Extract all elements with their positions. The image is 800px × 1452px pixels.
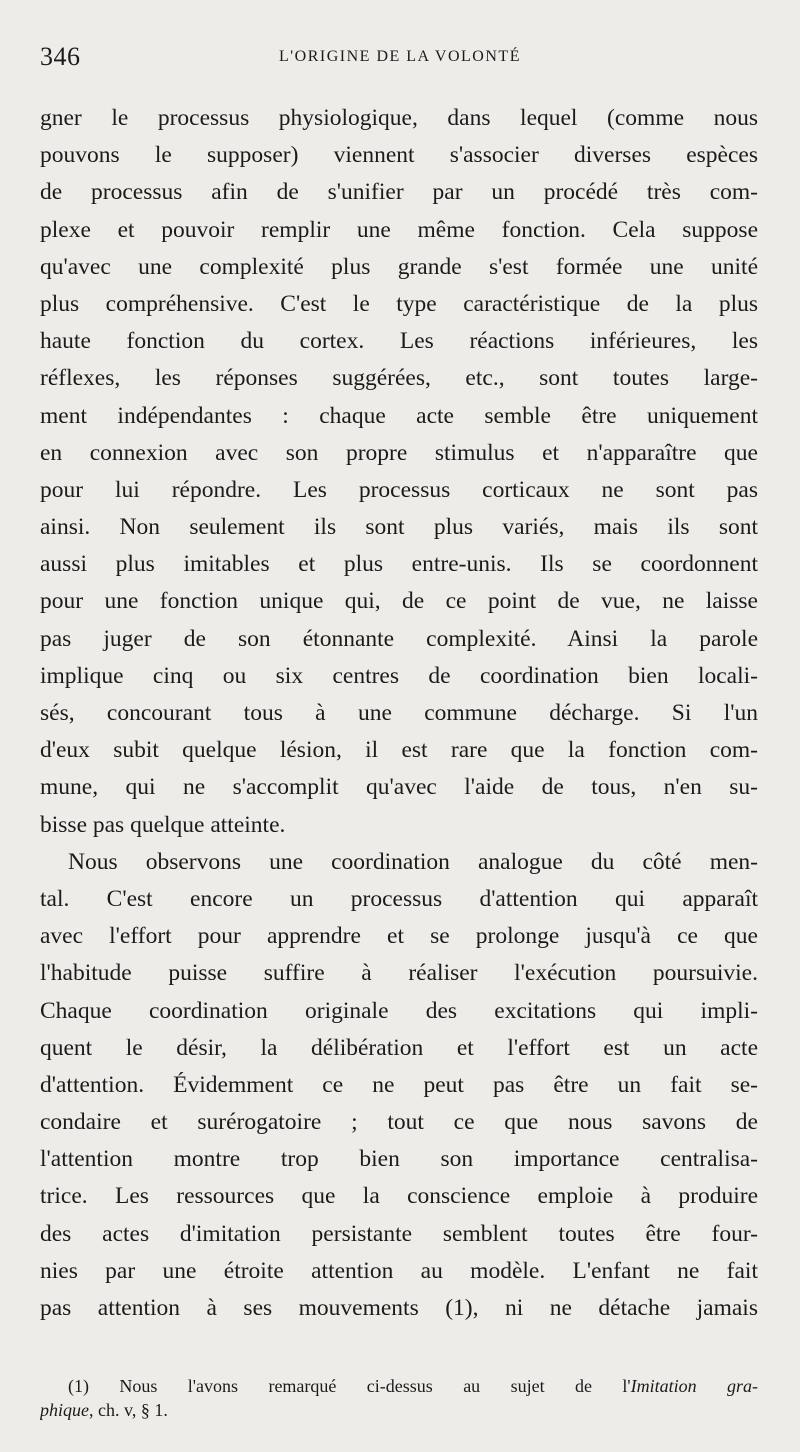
text-line: l'habitude puisse suffire à réaliser l'exécution poursuivie. [40,960,758,987]
text-line: Chaque coordination originale des excitations qui impli- [40,997,758,1024]
footnote-marker: (1) [68,1376,89,1396]
text-line: implique cinq ou six centres de coordination bien locali- [40,662,758,689]
text-line: d'eux subit quelque lésion, il est rare que la fonction com- [40,737,758,764]
text-line: tal. C'est encore un processus d'attention qui apparaît [40,885,758,912]
text-line: pas attention à ses mouvements (1), ni ne détache jamais [40,1295,758,1321]
text-line: condaire et surérogatoire ; tout ce que nous savons de [40,1109,758,1136]
footnote-text: Nous l'avons remarqué ci-dessus au sujet de l' [119,1376,631,1396]
text-line: qu'avec une complexité plus grande s'est formée une unité [40,253,758,280]
text-line: des actes d'imitation persistante semblent toutes être four- [40,1220,758,1247]
text-line: pour lui répondre. Les processus corticaux ne sont pas [40,476,758,503]
text-line: quent le désir, la délibération et l'effort est un acte [40,1034,758,1061]
footnote-title-end: phique [40,1400,89,1420]
paragraph-end-line: bisse pas quelque atteinte. [40,811,286,838]
text-line: de processus afin de s'unifier par un procédé très com- [40,179,758,206]
text-line: sés, concourant tous à une commune décharge. Si l'un [40,700,758,726]
footnote-title: Imitation gra- [630,1376,758,1396]
text-line: ment indépendantes : chaque acte semble être uniquement [40,402,758,429]
text-line: pouvons le supposer) viennent s'associer diverses espèces [40,142,758,169]
footnote-line [40,1398,758,1422]
text-line: nies par une étroite attention au modèle. L'enfant ne fait [40,1257,758,1284]
running-head: L'ORIGINE DE LA VOLONTÉ [279,48,521,65]
footnote-line [40,1374,758,1398]
text-line: pour une fonction unique qui, de ce point de vue, ne laisse [40,588,758,615]
text-line: avec l'effort pour apprendre et se prolonge jusqu'à ce que [40,923,758,950]
text-line: haute fonction du cortex. Les réactions inférieures, les [40,328,758,355]
text-line: gner le processus physiologique, dans lequel (comme nous [40,105,758,131]
body-text [40,100,758,1327]
text-line: réflexes, les réponses suggérées, etc., sont toutes large- [40,365,758,392]
paragraph-start-line: Nous observons une coordination analogue du côté men- [68,848,758,875]
text-line: pas juger de son étonnante complexité. Ainsi la parole [40,625,758,652]
page-number: 346 [40,42,81,71]
text-line: plexe et pouvoir remplir une même fonction. Cela suppose [40,216,758,243]
page-header [40,42,760,72]
text-line: l'attention montre trop bien son importance centralisa- [40,1146,758,1173]
text-line: d'attention. Évidemment ce ne peut pas être un fait se- [40,1071,758,1098]
text-line: en connexion avec son propre stimulus et n'apparaître que [40,439,758,466]
footnote [40,1374,758,1422]
text-line: trice. Les ressources que la conscience emploie à produire [40,1183,758,1210]
text-line: aussi plus imitables et plus entre-unis. Ils se coordonnent [40,551,758,578]
footnote-reference: , ch. v, § 1. [89,1400,168,1420]
text-line: mune, qui ne s'accomplit qu'avec l'aide de tous, n'en su- [40,774,758,801]
text-line: ainsi. Non seulement ils sont plus variés, mais ils sont [40,514,758,541]
text-line: plus compréhensive. C'est le type caractéristique de la plus [40,290,758,317]
